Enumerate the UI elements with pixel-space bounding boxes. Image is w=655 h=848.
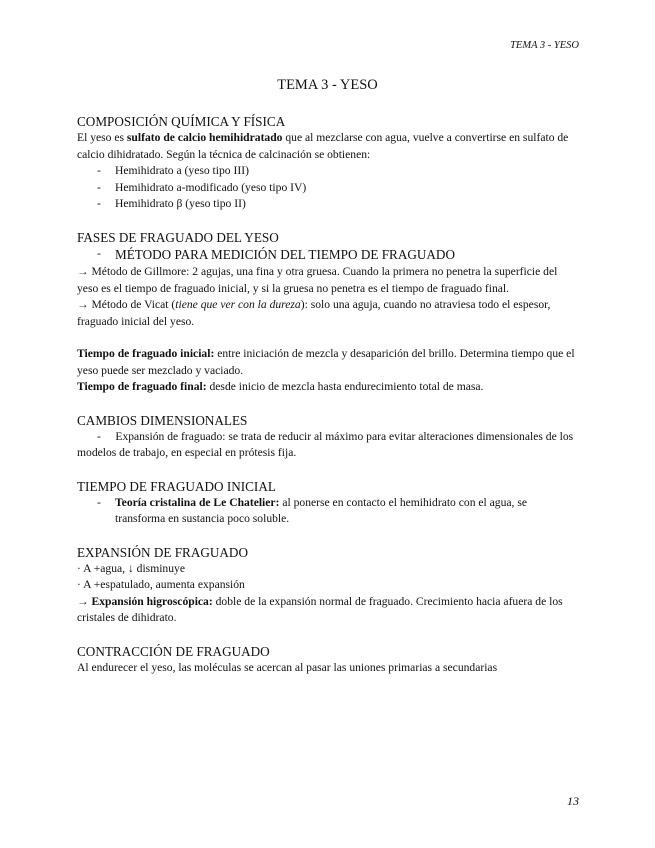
section-heading-tiempo: TIEMPO DE FRAGUADO INICIAL xyxy=(77,478,276,494)
bold-term: Teoría cristalina de Le Chatelier: xyxy=(115,495,280,509)
paragraph-vicat xyxy=(77,297,577,330)
page-title: TEMA 3 - YESO xyxy=(277,77,378,93)
section-heading-fases: FASES DE FRAGUADO DEL YESO xyxy=(77,229,279,245)
line-espatulado: · A +espatulado, aumenta expansión xyxy=(77,578,245,591)
bold-term: sulfato de calcio hemihidratado xyxy=(126,131,283,144)
spacer xyxy=(77,462,577,478)
dash: - xyxy=(97,429,116,443)
spacer xyxy=(77,528,577,544)
bold-term: → Expansión higroscópica: xyxy=(77,594,213,608)
bold-term: Tiempo de fraguado final: xyxy=(77,380,207,393)
line-agua: · A +agua, ↓ disminuye xyxy=(77,561,185,575)
text: al ponerse en contacto el hemihidrato con el agua, se transforma en sustancia poco soluble. xyxy=(115,495,527,525)
section-heading-cambios: CAMBIOS DIMENSIONALES xyxy=(77,412,248,428)
section-heading-contraccion: CONTRACCIÓN DE FRAGUADO xyxy=(77,643,270,659)
text: que al mezclarse con agua, vuelve a convertirse en sulfato de calcio dihidratado. Según la técnica de calcinación se obtienen: xyxy=(77,131,569,161)
list-item: - Hemihidrato a (yeso tipo III) xyxy=(97,164,249,177)
list-item-text: Hemihidrato a-modificado (yeso tipo IV) xyxy=(115,180,307,194)
bold-term: Tiempo de fraguado inicial: xyxy=(77,347,215,360)
section-heading-expansion: EXPANSIÓN DE FRAGUADO xyxy=(77,544,248,560)
italic-note: tiene que ver con la dureza xyxy=(175,298,301,311)
spacer xyxy=(77,627,577,643)
list-item-text: Hemihidrato β (yeso tipo II) xyxy=(115,197,246,210)
list-item: - Teoría cristalina de Le Chatelier: al ponerse en contacto el hemihidrato con el agua, se transforma en sustancia poco soluble. xyxy=(97,495,527,525)
subheading-metodo: MÉTODO PARA MEDICIÓN DEL TIEMPO DE FRAGUADO xyxy=(115,246,455,262)
spacer xyxy=(77,330,577,346)
list-item: - Hemihidrato a-modificado (yeso tipo IV) xyxy=(97,180,307,194)
section-heading-composicion: COMPOSICIÓN QUÍMICA Y FÍSICA xyxy=(77,114,286,129)
text: El yeso es xyxy=(77,131,127,144)
spacer xyxy=(77,213,577,229)
paragraph-cambios xyxy=(77,429,577,462)
text: Expansión de fraguado: se trata de reducir al máximo para evitar alteraciones dimensionales de los modelos de trabajo, en especial en prótesis fija. xyxy=(77,429,574,459)
paragraph-contraccion: Al endurecer el yeso, las moléculas se acercan al pasar las uniones primarias a secundarias xyxy=(77,660,498,674)
paragraph-gillmore: → Método de Gillmore: 2 agujas, una fina y otra gruesa. Cuando la primera no penetra la superficie del yeso es el tiempo de fraguado inicial, y si la gruesa no penetra es el tiempo de fraguado final. xyxy=(77,265,558,295)
list-item: - MÉTODO PARA MEDICIÓN DEL TIEMPO DE FRAGUADO xyxy=(97,246,455,262)
text: doble de la expansión normal de fraguado. Crecimiento hacia afuera de los cristales de dihidrato. xyxy=(77,594,563,624)
list-item: - Hemihidrato β (yeso tipo II) xyxy=(97,197,246,210)
text: ): solo una aguja, cuando no atraviesa todo el espesor, fraguado inicial del yeso. xyxy=(77,298,551,328)
paragraph-fraguado-final xyxy=(77,379,577,396)
text: → Método de Vicat ( xyxy=(77,298,176,311)
spacer xyxy=(77,396,577,412)
page-number: 13 xyxy=(567,794,579,808)
paragraph-higroscopica xyxy=(77,594,577,627)
text: desde inicio de mezcla hasta endurecimiento total de masa. xyxy=(206,380,484,393)
list-item-text: Hemihidrato a (yeso tipo III) xyxy=(115,164,249,177)
running-header: TEMA 3 - YESO xyxy=(510,40,579,51)
document-body xyxy=(77,113,577,676)
text: entre iniciación de mezcla y desaparición del brillo. Determina tiempo que el yeso puede ser mezclado y vaciado. xyxy=(77,347,575,377)
paragraph-composicion xyxy=(77,130,577,163)
paragraph-fraguado-inicial xyxy=(77,346,577,379)
